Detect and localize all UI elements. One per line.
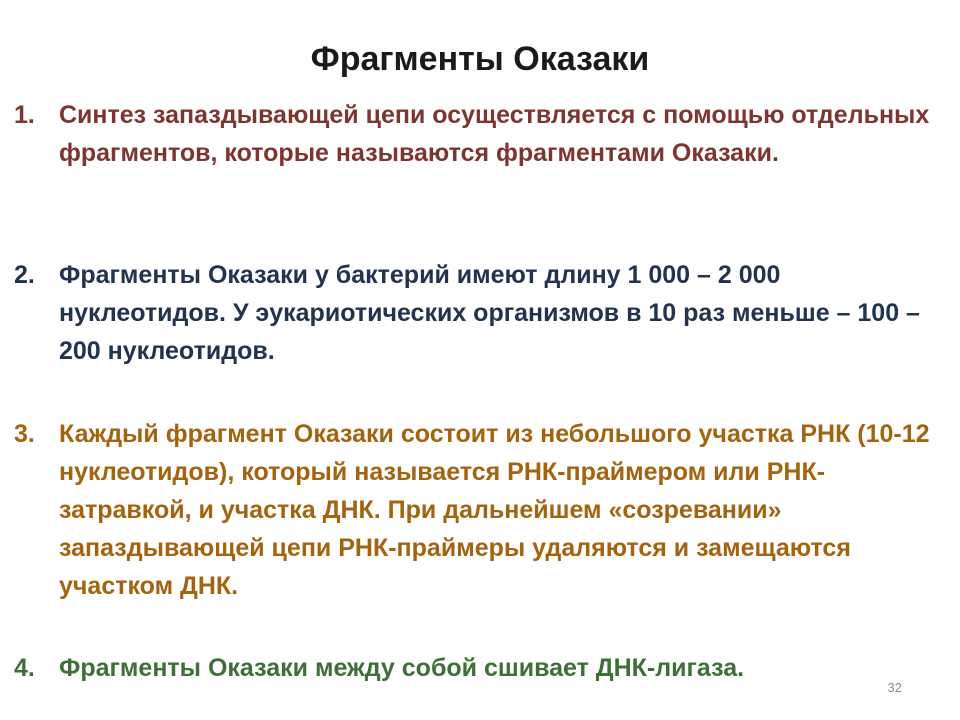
list-item-text: Синтез запаздывающей цепи осуществляется с помощью отдельных фрагментов, которые называются фрагментами Оказаки. xyxy=(59,101,930,167)
list-item-number: 4. xyxy=(14,654,35,682)
list-item-3 xyxy=(14,415,950,605)
list-item-2 xyxy=(14,256,950,370)
list-item-text: Фрагменты Оказаки у бактерий имеют длину 1 000 – 2 000 нуклеотидов. У эукариотических организмов в 10 раз меньше – 100 – 200 нуклеотидов. xyxy=(59,261,920,365)
list-item-1 xyxy=(14,96,950,172)
list-item-text: Фрагменты Оказаки между собой сшивает ДНК-лигаза. xyxy=(59,654,745,682)
page-number: 32 xyxy=(887,680,902,695)
slide-title: Фрагменты Оказаки xyxy=(310,40,650,78)
list-item-number: 1. xyxy=(14,101,35,129)
list-item-text: Каждый фрагмент Оказаки состоит из небольшого участка РНК (10-12 нуклеотидов), который называется РНК-праймером или РНК-затравкой, и участка ДНК. При дальнейшем «созревании» запаздывающей цепи РНК-праймеры удаляются и замещаются участком ДНК. xyxy=(59,420,930,600)
list-item-number: 2. xyxy=(14,261,35,289)
list-item-4 xyxy=(14,649,950,687)
list-item-number: 3. xyxy=(14,420,35,448)
